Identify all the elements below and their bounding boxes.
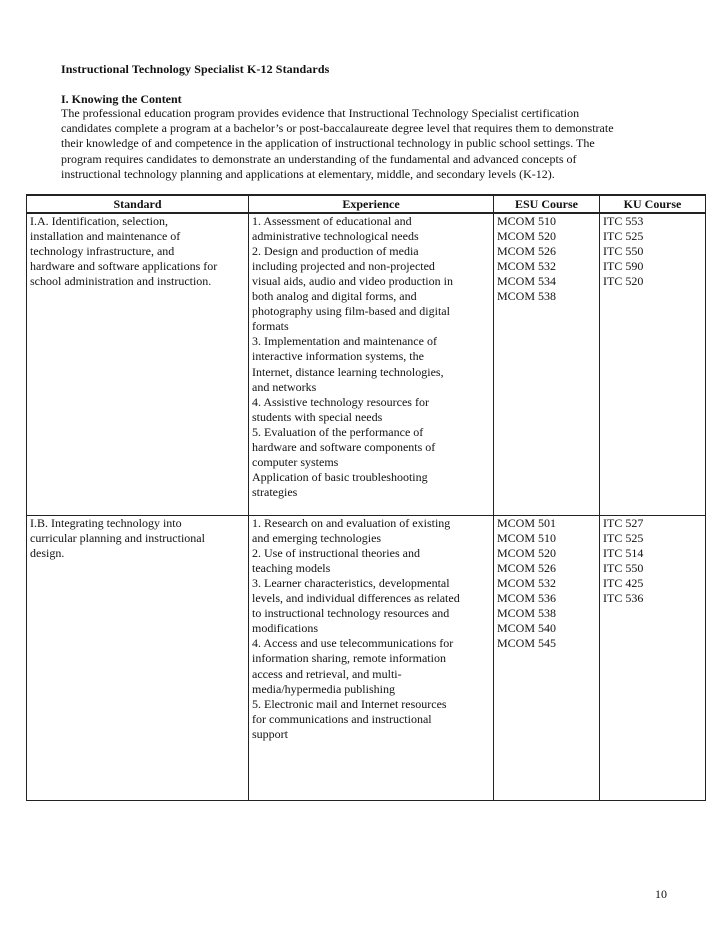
experience-cell: [249, 516, 494, 801]
cell-line: MCOM 526: [497, 244, 557, 259]
cell-line: teaching models: [252, 561, 331, 576]
cell-line: MCOM 501: [497, 516, 557, 531]
cell-line: design.: [30, 546, 65, 561]
cell-line: modifications: [252, 621, 318, 636]
cell-line: 3. Learner characteristics, developmental: [252, 576, 450, 591]
cell-line: hardware and software components of: [252, 439, 436, 454]
cell-line: I.A. Identification, selection,: [30, 214, 168, 229]
cell-line: computer systems: [252, 454, 339, 469]
cell-line: MCOM 538: [497, 606, 557, 621]
cell-line: 3. Implementation and maintenance of: [252, 334, 437, 349]
cell-line: curricular planning and instructional: [30, 531, 205, 546]
esu-course-cell: [494, 516, 600, 801]
cell-line: school administration and instruction.: [30, 274, 212, 289]
cell-line: students with special needs: [252, 409, 383, 424]
cell-line: MCOM 536: [497, 591, 557, 606]
cell-line: including projected and non-projected: [252, 259, 435, 274]
cell-line: 2. Use of instructional theories and: [252, 546, 420, 561]
cell-line: both analog and digital forms, and: [252, 289, 417, 304]
cell-line: photography using film-based and digital: [252, 304, 450, 319]
intro-line: program requires candidates to demonstrate an understanding of the fundamental and advanced concepts of: [61, 151, 577, 166]
cell-line: 1. Assessment of educational and: [252, 214, 412, 229]
cell-line: installation and maintenance of: [30, 229, 181, 244]
cell-line: for communications and instructional: [252, 711, 432, 726]
cell-line: 5. Evaluation of the performance of: [252, 424, 424, 439]
cell-line: hardware and software applications for: [30, 259, 218, 274]
intro-line: The professional education program provides evidence that Instructional Technology Specialist certification: [61, 106, 580, 120]
cell-line: 2. Design and production of media: [252, 244, 419, 259]
cell-line: MCOM 520: [497, 546, 557, 561]
document-title: Instructional Technology Specialist K-12 Standards: [61, 62, 330, 76]
experience-cell: [249, 213, 494, 516]
cell-line: MCOM 526: [497, 561, 557, 576]
cell-line: administrative technological needs: [252, 229, 419, 244]
cell-line: 4. Assistive technology resources for: [252, 394, 429, 409]
cell-line: MCOM 510: [497, 531, 557, 546]
intro-line: their knowledge of and competence in the application of instructional technology in public school settings. The: [61, 136, 595, 151]
intro-line: candidates complete a program at a bachelor’s or post-baccalaureate degree level that requires them to demonstrate: [61, 121, 614, 136]
cell-line: 5. Electronic mail and Internet resources: [252, 696, 447, 711]
cell-line: interactive information systems, the: [252, 349, 424, 364]
cell-line: ITC 553: [603, 214, 644, 229]
cell-line: Application of basic troubleshooting: [252, 469, 428, 484]
cell-line: ITC 550: [603, 244, 644, 259]
cell-line: ITC 590: [603, 259, 644, 274]
cell-line: levels, and individual differences as related: [252, 591, 460, 606]
cell-line: MCOM 532: [497, 259, 557, 274]
section-heading: I. Knowing the Content: [61, 92, 182, 106]
header-standard: Standard: [27, 195, 249, 213]
cell-line: ITC 550: [603, 561, 644, 576]
cell-line: ITC 525: [603, 531, 644, 546]
cell-line: MCOM 545: [497, 636, 557, 651]
cell-line: ITC 536: [603, 591, 644, 606]
cell-line: access and retrieval, and multi-: [252, 666, 402, 681]
cell-line: ITC 525: [603, 229, 644, 244]
ku-course-cell: [600, 516, 706, 801]
cell-line: ITC 425: [603, 576, 644, 591]
header-ku-course: KU Course: [600, 195, 706, 213]
cell-line: information sharing, remote information: [252, 651, 446, 666]
cell-line: MCOM 510: [497, 214, 557, 229]
cell-line: ITC 520: [603, 274, 644, 289]
cell-line: MCOM 520: [497, 229, 557, 244]
cell-line: support: [252, 726, 288, 741]
header-esu-course: ESU Course: [494, 195, 600, 213]
intro-paragraph: [61, 106, 681, 182]
cell-line: I.B. Integrating technology into: [30, 516, 182, 531]
esu-course-cell: [494, 213, 600, 516]
cell-line: and emerging technologies: [252, 531, 382, 546]
cell-line: media/hypermedia publishing: [252, 681, 395, 696]
ku-course-cell: [600, 213, 706, 516]
standard-cell: [27, 516, 249, 801]
cell-line: MCOM 532: [497, 576, 557, 591]
cell-line: MCOM 534: [497, 274, 557, 289]
table-row: [27, 213, 706, 516]
cell-line: strategies: [252, 484, 298, 499]
table-row: [27, 516, 706, 801]
cell-line: to instructional technology resources and: [252, 606, 450, 621]
page-number: 10: [655, 887, 667, 901]
header-experience: Experience: [249, 195, 494, 213]
cell-line: 4. Access and use telecommunications for: [252, 636, 454, 651]
cell-line: Internet, distance learning technologies,: [252, 364, 444, 379]
cell-line: 1. Research on and evaluation of existing: [252, 516, 451, 531]
cell-line: technology infrastructure, and: [30, 244, 175, 259]
cell-line: formats: [252, 319, 289, 334]
cell-line: ITC 527: [603, 516, 644, 531]
intro-line: instructional technology planning and applications at elementary, middle, and secondary levels (K-12).: [61, 166, 555, 181]
standard-cell: [27, 213, 249, 516]
cell-line: ITC 514: [603, 546, 644, 561]
table-header-row: [27, 195, 706, 213]
cell-line: visual aids, audio and video production in: [252, 274, 453, 289]
standards-table: [26, 194, 706, 801]
cell-line: MCOM 538: [497, 289, 557, 304]
cell-line: MCOM 540: [497, 621, 557, 636]
cell-line: and networks: [252, 379, 317, 394]
